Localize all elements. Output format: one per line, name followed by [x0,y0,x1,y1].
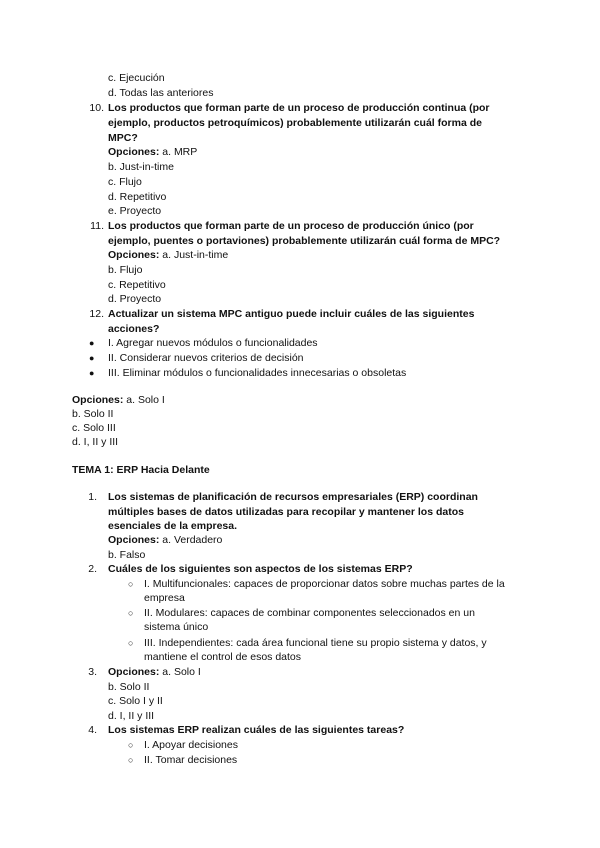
t1q3-option-a: a. Solo I [162,666,201,678]
hollow-bullet-icon: ○ [128,638,134,648]
t1q1-options-line [108,533,222,547]
q12-item-3: III. Eliminar módulos o funcionalidades innecesarias o obsoletas [108,367,407,379]
t1q4-item2: II. Tomar decisiones [144,754,238,766]
q12-item-1: I. Agregar nuevos módulos o funcionalidades [108,337,318,349]
t1q2-item3-line1: III. Independientes: cada área funcional tiene su propio sistema y datos, y [144,637,487,649]
q10-options-label: Opciones: [108,146,160,158]
t1q1-question-line3: esenciales de la empresa. [108,520,237,532]
t1q1-number: 1. [88,491,97,503]
q10-option-a: a. MRP [162,146,198,158]
q11-options-label: Opciones: [108,249,160,261]
bullet-icon: ● [89,338,95,348]
q10-question-line3: MPC? [108,132,138,144]
t1q2-item1-line2: empresa [144,592,185,604]
q12-number: 12. [89,308,104,320]
q12-option-a: a. Solo I [126,394,165,406]
q10-option-c: c. Flujo [108,176,142,188]
t1q4-item1: I. Apoyar decisiones [144,739,238,751]
q12-options-line [72,393,165,407]
t1q1-option-a: a. Verdadero [162,534,223,546]
hollow-bullet-icon: ○ [128,755,134,765]
hollow-bullet-icon: ○ [128,608,134,618]
t1q2-item3-line2: mantiene el control de esos datos [144,651,302,663]
t1q2-item2-line1: II. Modulares: capaces de combinar componentes seleccionados en un [144,607,475,619]
t1q3-number: 3. [88,666,97,678]
t1q1-options-label: Opciones: [108,534,160,546]
t1q3-options-line [108,665,201,679]
q10-number: 10. [89,102,104,114]
t1q2-question: Cuáles de los siguientes son aspectos de los sistemas ERP? [108,563,413,575]
t1q3-option-c: c. Solo I y II [108,695,163,707]
t1q4-number: 4. [88,724,97,736]
t1q1-option-b: b. Falso [108,549,146,561]
t1q2-item1-line1: I. Multifuncionales: capaces de proporcionar datos sobre muchas partes de la [144,578,505,590]
q9-option-c: c. Ejecución [108,72,165,84]
q12-option-c: c. Solo III [72,422,116,434]
q12-question-line2: acciones? [108,323,160,335]
q11-option-d: d. Proyecto [108,293,162,305]
q12-question-line1: Actualizar un sistema MPC antiguo puede incluir cuáles de las siguientes [108,308,475,320]
q12-item-2: II. Considerar nuevos criterios de decisión [108,352,304,364]
q12-options-label: Opciones: [72,394,124,406]
t1q3-options-label: Opciones: [108,666,160,678]
q12-option-b: b. Solo II [72,408,114,420]
t1q3-option-d: d. I, II y III [108,710,155,722]
section-title: TEMA 1: ERP Hacia Delante [72,464,210,476]
bullet-icon: ● [89,368,95,378]
q12-option-d: d. I, II y III [72,436,119,448]
t1q1-question-line1: Los sistemas de planificación de recursos empresariales (ERP) coordinan [108,491,478,503]
q10-option-e: e. Proyecto [108,205,162,217]
hollow-bullet-icon: ○ [128,740,134,750]
q10-option-d: d. Repetitivo [108,191,167,203]
bullet-icon: ● [89,353,95,363]
q10-options-line [108,145,197,159]
q11-question-line1: Los productos que forman parte de un proceso de producción único (por [108,220,474,232]
q10-option-b: b. Just-in-time [108,161,174,173]
q11-option-a: a. Just-in-time [162,249,229,261]
t1q1-question-line2: múltiples bases de datos utilizadas para recopilar y mantener los datos [108,506,464,518]
q11-option-c: c. Repetitivo [108,279,166,291]
q9-option-d: d. Todas las anteriores [108,87,214,99]
t1q4-question: Los sistemas ERP realizan cuáles de las siguientes tareas? [108,724,405,736]
q11-number: 11. [90,220,104,232]
t1q3-option-b: b. Solo II [108,681,150,693]
q11-options-line [108,248,228,262]
t1q2-number: 2. [88,563,97,575]
q11-question-line2: ejemplo, puentes o portaviones) probablemente utilizarán cuál forma de MPC? [108,235,501,247]
hollow-bullet-icon: ○ [128,579,134,589]
t1q2-item2-line2: sistema único [144,621,209,633]
q10-question-line2: ejemplo, productos petroquímicos) probablemente utilizarán cuál forma de [108,117,482,129]
q10-question-line1: Los productos que forman parte de un proceso de producción continua (por [108,102,490,114]
q11-option-b: b. Flujo [108,264,143,276]
